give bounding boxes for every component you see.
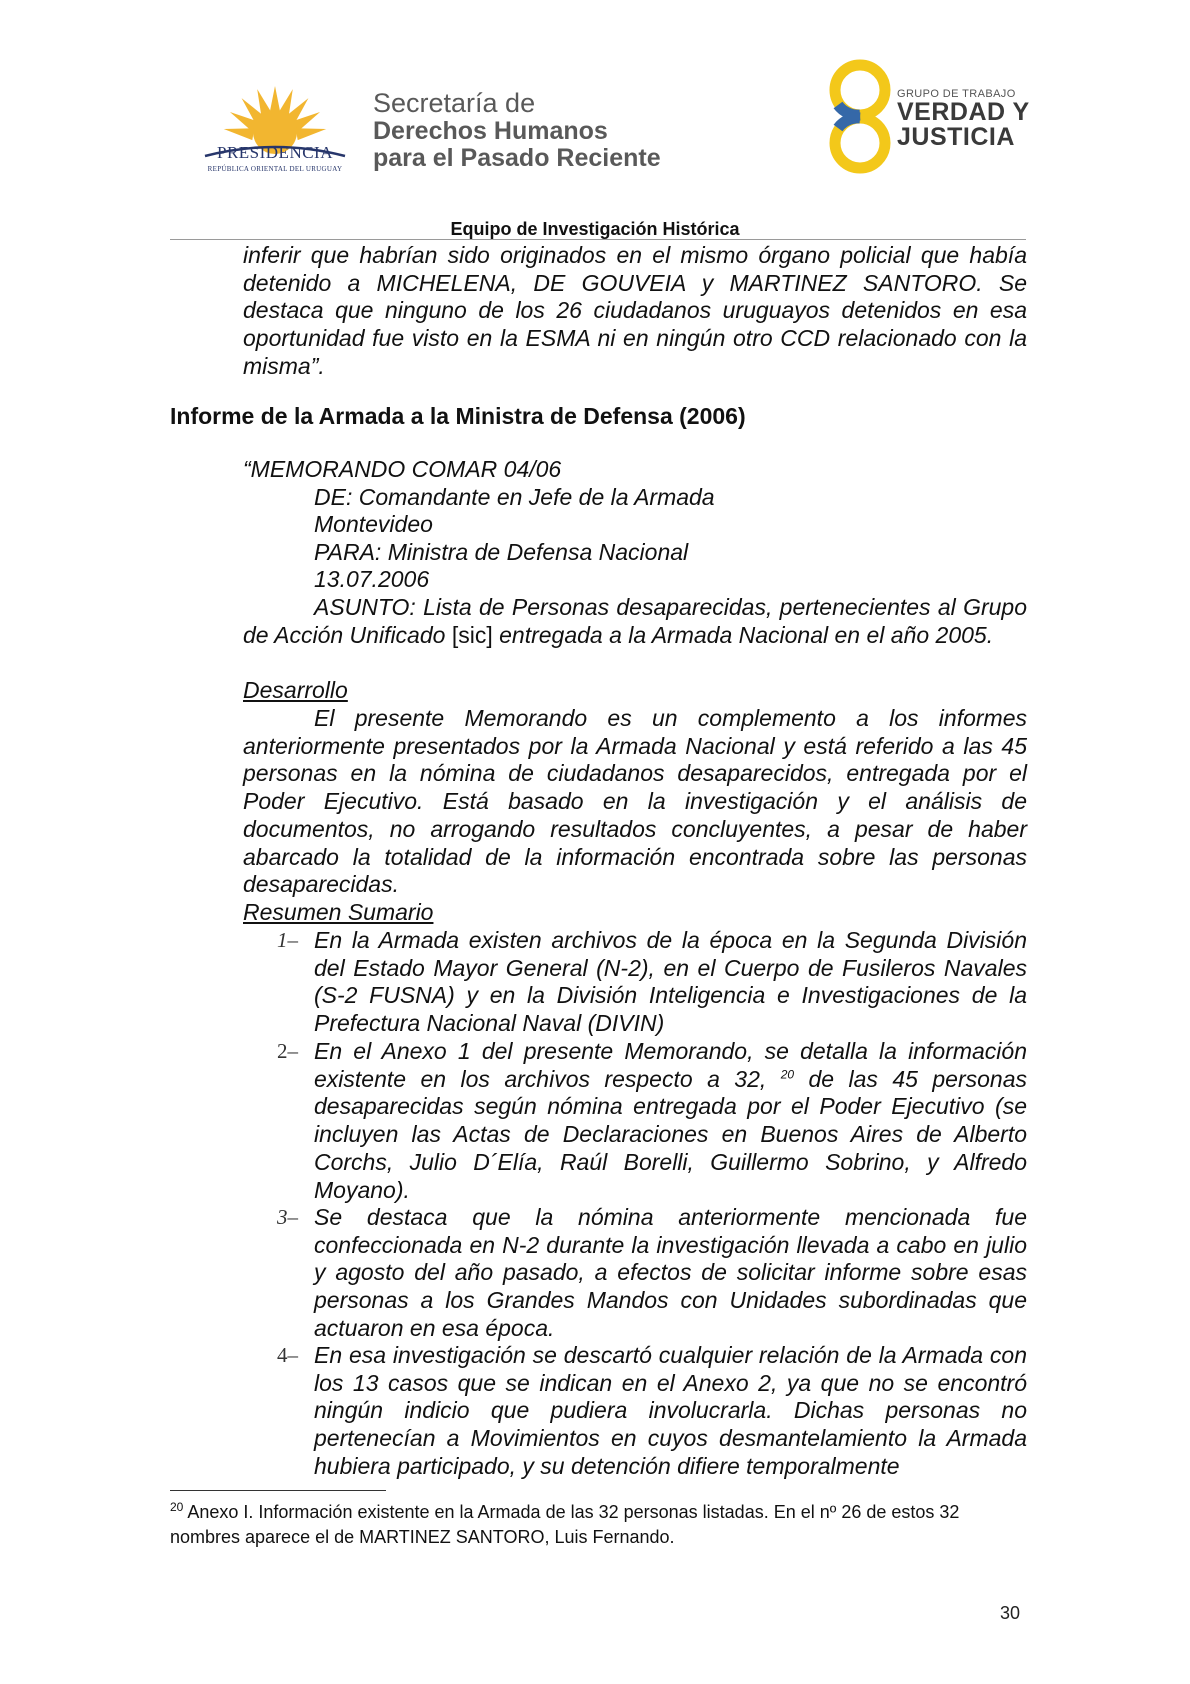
gt-line-3: JUSTICIA [897, 123, 1015, 151]
quote-end-paragraph: inferir que habrían sido originados en el mismo órgano policial que había detenido a MICHELENA, DE GOUVEIA y MARTINEZ SANTORO. Se destaca que ninguno de los 26 ciudadanos uruguayos detenidos en esa oportunidad fue visto en la ESMA ni en ningún otro CCD relacionado con la misma”. [243, 242, 1027, 379]
secretaria-logo-text [373, 88, 661, 172]
memo-subject-sic: [sic] [451, 621, 493, 648]
gt-line-2: VERDAD Y [897, 98, 1030, 126]
gt-line-1: GRUPO DE TRABAJO [897, 88, 1016, 100]
item-2-footnote-ref: 20 [780, 1067, 795, 1082]
verdad-justicia-logo-text [897, 88, 1030, 150]
memo-subject-b: entregada a la Armada Nacional en el año 2005. [492, 621, 994, 648]
item-2-text-a: En el Anexo 1 del presente Memorando, se detalla la información existente en los archivos respecto a 32, [314, 1038, 1027, 1092]
memo-date: 13.07.2006 [314, 566, 430, 592]
secretaria-line-3: para el Pasado Reciente [373, 144, 661, 172]
memo-to: PARA: Ministra de Defensa Nacional [314, 539, 689, 565]
item-2-number: 2– [277, 1039, 298, 1063]
resumen-label: Resumen Sumario [243, 899, 434, 925]
item-3-text: Se destaca que la nómina anteriormente mencionada fue confeccionada en N-2 durante la investigación llevada a cabo en julio y agosto del año pasado, a efectos de solicitar informe sobre esas personas a los Grandes Mandos con Unidades subordinadas que actuaron en esa época. [314, 1204, 1027, 1341]
memo-city: Montevideo [314, 511, 433, 537]
item-3-number: 3– [277, 1205, 298, 1229]
page-number: 30 [1000, 1603, 1021, 1623]
footnote-number: 20 [170, 1500, 184, 1514]
memo-subject-a: ASUNTO: Lista de Personas desaparecidas, pertenecientes al Grupo de Acción Unificado [243, 594, 1027, 648]
desarrollo-paragraph: El presente Memorando es un complemento a los informes anteriormente presentados por la Armada Nacional y está referido a las 45 personas en la nómina de ciudadanos desaparecidos, entregada por el Poder Ejecutivo. Está basado en la investigación y el análisis de documentos, no arrogando resultados concluyentes, a pesar de haber abarcado la totalidad de la información encontrada sobre las personas desaparecidas. [243, 705, 1027, 898]
verdad-justicia-logo-icon [820, 55, 900, 180]
header-divider [170, 239, 1026, 240]
item-4-number: 4– [277, 1343, 298, 1367]
secretaria-line-1: Secretaría de [373, 88, 536, 118]
footnote [170, 1500, 1027, 1550]
footnote-text: Anexo I. Información existente en la Armada de las 32 personas listadas. En el nº 26 de estos 32 nombres aparece el de MARTINEZ SANTORO, Luis Fernando. [170, 1502, 960, 1547]
presidencia-logo-text [200, 143, 350, 173]
item-2-text [314, 1038, 1027, 1204]
item-2-text-b: de las 45 personas desaparecidas según nómina entregada por el Poder Ejecutivo (se incluyen las Actas de Declaraciones en Buenos Aires de Alberto Corchs, Julio D´Elía, Raúl Borelli, Guillermo Sobrino, y Alfredo Moyano). [314, 1065, 1027, 1203]
memo-title: “MEMORANDO COMAR 04/06 [243, 456, 562, 482]
desarrollo-label: Desarrollo [243, 677, 348, 703]
footnote-divider [170, 1490, 386, 1491]
item-4-text: En esa investigación se descartó cualquier relación de la Armada con los 13 casos que se indican en el Anexo 2, ya que no se encontró ningún indicio que pudiera involucrarla. Dichas personas no pertenecían a Movimientos en cuyos desmantelamiento la Armada hubiera participado, y su detención difiere temporalmente [314, 1342, 1027, 1479]
presidencia-name: PRESIDENCIA [216, 143, 333, 162]
section-heading: Informe de la Armada a la Ministra de Defensa (2006) [170, 403, 746, 429]
memo-from: DE: Comandante en Jefe de la Armada [314, 484, 715, 510]
memo-subject [243, 594, 1027, 649]
page-header [0, 0, 1190, 232]
item-1-text: En la Armada existen archivos de la época en la Segunda División del Estado Mayor General (N-2), en el Cuerpo de Fusileros Navales (S-2 FUSNA) y en la División Inteligencia e Investigaciones de la Prefectura Nacional Naval (DIVIN) [314, 927, 1027, 1037]
team-title: Equipo de Investigación Histórica [450, 219, 740, 239]
presidencia-subtitle: REPÚBLICA ORIENTAL DEL URUGUAY [207, 165, 343, 173]
item-1-number: 1– [277, 928, 298, 952]
secretaria-line-2: Derechos Humanos [373, 117, 608, 145]
